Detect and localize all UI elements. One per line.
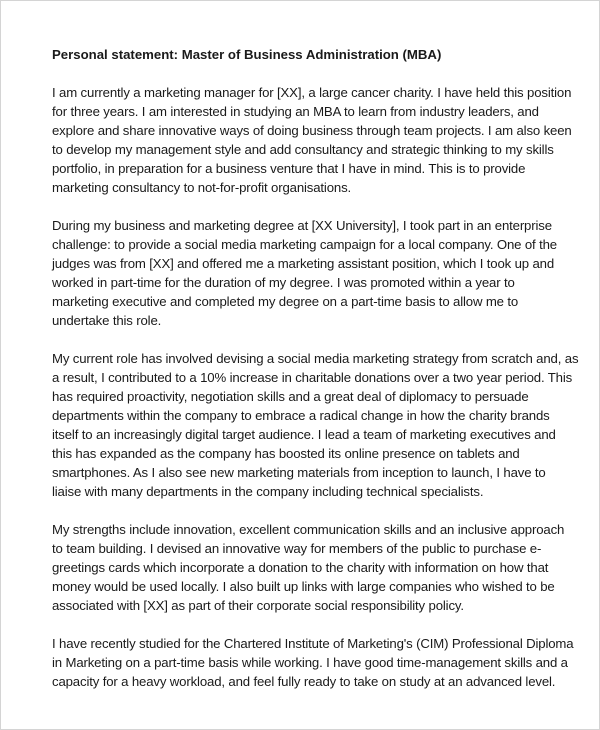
text-line: departments within the company to embrace a radical change in how the charity brands <box>52 408 550 423</box>
text-line: capacity for a heavy workload, and feel fully ready to take on study at an advanced level. <box>52 674 556 689</box>
text-line: smartphones. As I also see new marketing materials from inception to launch, I have to <box>52 465 546 480</box>
text-line: portfolio, in preparation for a business venture that I have in mind. This is to provide <box>52 161 526 176</box>
text-line: marketing executive and completed my degree on a part-time basis to allow me to <box>52 294 519 309</box>
text-line: associated with [XX] as part of their corporate social responsibility policy. <box>52 598 464 613</box>
text-line: challenge: to provide a social media marketing campaign for a local company. One of the <box>52 237 557 252</box>
text-line: I am currently a marketing manager for [XX], a large cancer charity. I have held this position <box>52 85 572 100</box>
document-body <box>52 45 579 710</box>
text-line: itself to an increasingly digital target audience. I lead a team of marketing executives and <box>52 427 556 442</box>
paragraph-current-role <box>52 349 579 501</box>
paragraph-strengths <box>52 520 572 615</box>
text-line: undertake this role. <box>52 313 162 328</box>
paragraph-intro <box>52 83 572 197</box>
text-line: judges was from [XX] and offered me a marketing assistant position, which I took up and <box>52 256 555 271</box>
text-line: for three years. I am interested in studying an MBA to learn from industry leaders, and <box>52 104 539 119</box>
text-line: money would be used locally. I also built up links with large companies who wished to be <box>52 579 555 594</box>
text-line: worked in part-time for the duration of my degree. I was promoted within a year to <box>52 275 515 290</box>
text-line: to team building. I devised an innovative way for members of the public to purchase e- <box>52 541 542 556</box>
paragraph-degree <box>52 216 572 330</box>
text-line: explore and share innovative ways of doing business through team projects. I am also keen <box>52 123 572 138</box>
document-title: Personal statement: Master of Business Administration (MBA) <box>52 47 442 62</box>
text-line: I have recently studied for the Chartered Institute of Marketing's (CIM) Professional Diploma <box>52 636 574 651</box>
text-line: My current role has involved devising a social media marketing strategy from scratch and, as <box>52 351 579 366</box>
text-line: marketing consultancy to not-for-profit organisations. <box>52 180 352 195</box>
text-line: to develop my management style and add consultancy and strategic thinking to my skills <box>52 142 554 157</box>
text-line: has required proactivity, negotiation skills and a great deal of diplomacy to persuade <box>52 389 529 404</box>
text-line: During my business and marketing degree at [XX University], I took part in an enterprise <box>52 218 552 233</box>
text-line: this has expanded as the company has boosted its online presence on tablets and <box>52 446 520 461</box>
paragraph-study <box>52 634 572 691</box>
text-line: a result, I contributed to a 10% increase in charitable donations over a two year period. This <box>52 370 573 385</box>
text-line: liaise with many departments in the company including technical specialists. <box>52 484 484 499</box>
text-line: My strengths include innovation, excellent communication skills and an inclusive approach <box>52 522 565 537</box>
text-line: in Marketing on a part-time basis while working. I have good time-management skills and a <box>52 655 568 670</box>
text-line: greetings cards which incorporate a donation to the charity with information on how that <box>52 560 549 575</box>
